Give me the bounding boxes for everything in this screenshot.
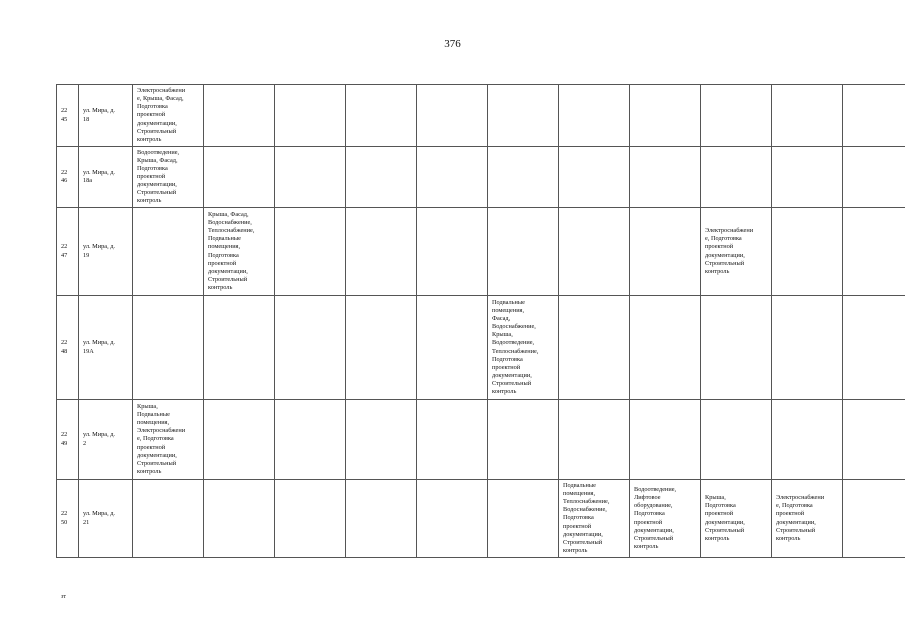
work-cell: Крыша, Подвальные помещения, Электроснабжени е, Подготовка проектной документации, Строительный контроль bbox=[133, 400, 204, 480]
work-cell bbox=[843, 296, 905, 400]
work-cell: Крыша, Фасад, Водоснабжение, Теплоснабжение, Подвальные помещения, Подготовка проектной документации, Строительный контроль bbox=[204, 208, 275, 296]
work-cell bbox=[275, 400, 346, 480]
work-cell bbox=[346, 400, 417, 480]
work-cell bbox=[133, 296, 204, 400]
row-address: ул. Мира, д. 18а bbox=[79, 147, 133, 208]
page-number: 376 bbox=[444, 38, 461, 50]
row-address: ул. Мира, д. 18 bbox=[79, 85, 133, 147]
table-row bbox=[57, 400, 905, 480]
work-cell bbox=[275, 85, 346, 147]
work-cell bbox=[701, 400, 772, 480]
work-cell bbox=[488, 85, 559, 147]
work-cell bbox=[488, 147, 559, 208]
work-cell: Крыша, Подготовка проектной документации, Строительный контроль bbox=[701, 480, 772, 558]
row-number: 22 50 bbox=[57, 480, 79, 558]
work-cell: Водоотведение, Крыша, Фасад, Подготовка проектной документации, Строительный контроль bbox=[133, 147, 204, 208]
table-row bbox=[57, 208, 905, 296]
table-row bbox=[57, 85, 905, 147]
work-cell bbox=[843, 400, 905, 480]
work-cell bbox=[346, 296, 417, 400]
work-cell bbox=[843, 147, 905, 208]
row-number: 22 49 bbox=[57, 400, 79, 480]
work-cell bbox=[843, 85, 905, 147]
work-cell: Подвальные помещения, Фасад, Водоснабжение, Крыша, Водоотведение, Теплоснабжение, Подготовка проектной документации, Строительный контроль bbox=[488, 296, 559, 400]
table-row bbox=[57, 147, 905, 208]
work-cell bbox=[204, 400, 275, 480]
work-cell bbox=[488, 208, 559, 296]
work-cell bbox=[346, 208, 417, 296]
work-cell bbox=[772, 296, 843, 400]
work-cell bbox=[630, 296, 701, 400]
work-cell bbox=[346, 85, 417, 147]
work-cell bbox=[772, 208, 843, 296]
work-cell bbox=[843, 208, 905, 296]
work-cell bbox=[559, 85, 630, 147]
row-number: 22 45 bbox=[57, 85, 79, 147]
row-address: ул. Мира, д. 19 bbox=[79, 208, 133, 296]
work-cell bbox=[346, 147, 417, 208]
work-cell bbox=[559, 147, 630, 208]
work-cell bbox=[772, 147, 843, 208]
work-cell bbox=[630, 147, 701, 208]
work-cell: Подвальные помещения, Теплоснабжение, Водоснабжение, Подготовка проектной документации, Строительный контроль bbox=[559, 480, 630, 558]
table-row bbox=[57, 296, 905, 400]
work-cell bbox=[204, 147, 275, 208]
work-cell: Водоотведение, Лифтовое оборудование, Подготовка проектной документации, Строительный контроль bbox=[630, 480, 701, 558]
row-number: 22 48 bbox=[57, 296, 79, 400]
work-cell: Электроснабжени е, Подготовка проектной документации, Строительный контроль bbox=[701, 208, 772, 296]
work-cell bbox=[417, 480, 488, 558]
work-cell bbox=[559, 208, 630, 296]
work-cell bbox=[417, 85, 488, 147]
work-cell bbox=[133, 208, 204, 296]
work-cell bbox=[843, 480, 905, 558]
work-cell bbox=[772, 400, 843, 480]
work-cell bbox=[417, 400, 488, 480]
work-cell bbox=[701, 85, 772, 147]
work-cell bbox=[417, 296, 488, 400]
table-body bbox=[57, 85, 905, 558]
work-cell bbox=[630, 400, 701, 480]
row-number: 22 46 bbox=[57, 147, 79, 208]
footer-code: зт bbox=[61, 594, 66, 600]
work-cell bbox=[630, 85, 701, 147]
work-cell bbox=[417, 147, 488, 208]
work-cell bbox=[559, 296, 630, 400]
work-cell bbox=[275, 296, 346, 400]
work-cell bbox=[204, 85, 275, 147]
work-cell bbox=[772, 85, 843, 147]
row-address: ул. Мира, д. 2 bbox=[79, 400, 133, 480]
work-cell bbox=[701, 147, 772, 208]
row-address: ул. Мира, д. 21 bbox=[79, 480, 133, 558]
work-cell bbox=[488, 480, 559, 558]
work-cell bbox=[275, 480, 346, 558]
work-cell: Электроснабжени е, Подготовка проектной документации, Строительный контроль bbox=[772, 480, 843, 558]
works-schedule-table bbox=[56, 84, 905, 558]
row-address: ул. Мира, д. 19А bbox=[79, 296, 133, 400]
table-row bbox=[57, 480, 905, 558]
work-cell bbox=[630, 208, 701, 296]
work-cell bbox=[275, 208, 346, 296]
work-cell bbox=[701, 296, 772, 400]
work-cell bbox=[488, 400, 559, 480]
work-cell bbox=[275, 147, 346, 208]
work-cell bbox=[204, 480, 275, 558]
row-number: 22 47 bbox=[57, 208, 79, 296]
work-cell bbox=[133, 480, 204, 558]
work-cell: Электроснабжени е, Крыша, Фасад, Подготовка проектной документации, Строительный контроль bbox=[133, 85, 204, 147]
work-cell bbox=[417, 208, 488, 296]
work-cell bbox=[559, 400, 630, 480]
work-cell bbox=[346, 480, 417, 558]
work-cell bbox=[204, 296, 275, 400]
